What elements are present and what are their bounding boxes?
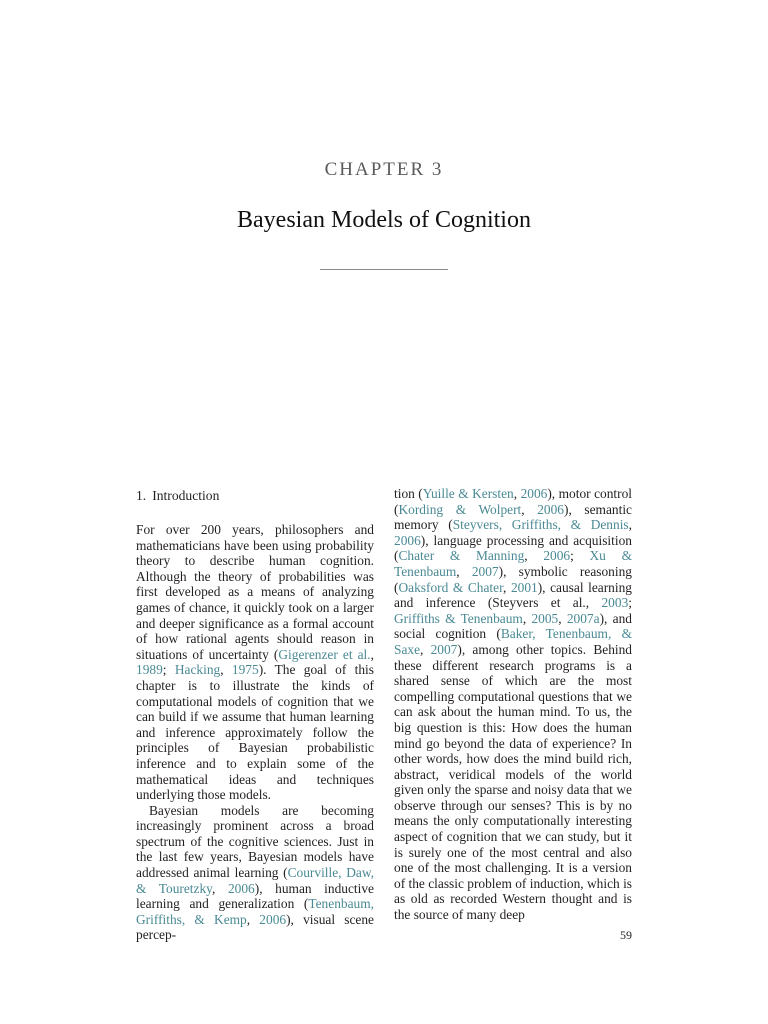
body-text: ), human inductive learning and generalization (	[136, 880, 375, 912]
citation-link[interactable]: 2007a	[566, 610, 600, 626]
citation-link[interactable]: Oaksford & Chater	[398, 579, 504, 595]
citation-link[interactable]: 2006	[520, 486, 548, 501]
body-paragraph	[136, 522, 374, 803]
body-text: ), causal learning and inference (Steyvers et al.,	[394, 579, 632, 611]
page-number: 59	[620, 928, 632, 942]
citation-link[interactable]: Xu & Tenenbaum	[394, 548, 632, 579]
citation-link[interactable]: 2006	[227, 880, 255, 896]
body-text: ,	[212, 880, 228, 896]
chapter-title: Bayesian Models of Cognition	[237, 207, 531, 233]
body-text: ,	[220, 662, 232, 678]
title-divider	[320, 269, 448, 270]
body-text: ,	[524, 548, 544, 564]
body-text: ), semantic memory (	[394, 501, 632, 533]
citation-link[interactable]: Hacking	[174, 662, 221, 678]
body-text: ;	[162, 662, 175, 678]
citation-link[interactable]: Courville, Daw, & Touretzky	[136, 865, 374, 896]
body-text: ,	[456, 563, 472, 579]
body-text: ), visual scene percep-	[136, 911, 374, 943]
citation-link[interactable]: Tenenbaum, Griffiths, & Kemp	[136, 896, 374, 927]
body-text: ,	[370, 646, 374, 662]
citation-link[interactable]: Kording & Wolpert	[398, 501, 522, 517]
right-column	[394, 486, 632, 923]
body-text: tion (	[394, 486, 423, 501]
citation-link[interactable]: 2006	[543, 548, 571, 564]
body-text: ,	[246, 911, 260, 927]
citation-link[interactable]: 2006	[394, 532, 421, 548]
citation-link[interactable]: Griffiths & Tenenbaum	[394, 610, 523, 626]
citation-link[interactable]: Yuille & Kersten	[422, 486, 514, 501]
citation-link[interactable]: 1989	[136, 662, 163, 678]
citation-link[interactable]: 2005	[531, 610, 559, 626]
citation-link[interactable]: Steyvers, Griffiths, & Dennis	[452, 517, 629, 533]
body-text: ,	[513, 486, 521, 501]
body-text: Bayesian models are becoming increasingly prominent across a broad spectrum of the cognitive sciences. Just in the last few years, Bayesian models have addressed animal learning (	[136, 802, 374, 881]
body-text: ,	[420, 641, 431, 657]
body-text: ;	[570, 548, 590, 564]
citation-link[interactable]: Gigerenzer et al.	[278, 646, 371, 662]
body-text: ,	[628, 517, 632, 533]
citation-link[interactable]: 2003	[601, 595, 629, 611]
citation-link[interactable]: 2007	[471, 563, 499, 579]
chapter-label: CHAPTER 3	[324, 159, 444, 180]
body-text: ,	[558, 610, 567, 626]
citation-link[interactable]: 1975	[231, 662, 259, 678]
citation-link[interactable]: 2006	[259, 911, 287, 927]
body-text: For over 200 years, philosophers and mathematicians have been using probability theory to describe human cognition. Although the theory of probabilities was first developed as a means of analyzing games of chance, it quickly took on a larger and deeper significance as a formal account of how rational agents should reason in situations of uncertainty (	[136, 522, 374, 662]
citation-link[interactable]: Baker, Tenenbaum, & Saxe	[394, 626, 632, 657]
body-text: ,	[522, 610, 532, 626]
body-text: ,	[503, 579, 511, 595]
body-paragraph	[394, 486, 632, 923]
body-text: ), symbolic reasoning (	[394, 563, 632, 595]
body-text: ), among other topics. Behind these different research programs is a shared sense of which are the most compelling computational questions that we can ask about the human mind. To us, the big question is this: How does the human mind go beyond the data of experience? In other words, how does the mind build rich, abstract, veridical models of the world given only the sparse and noisy data that we observe through our senses? This is by no means the only computationally interesting aspect of cognition that we can study, but it is surely one of the most central and also one of the most challenging. It is a version of the classic problem of induction, which is as old as recorded Western thought and is the source of many deep	[394, 641, 633, 923]
left-column-body	[136, 522, 374, 943]
section-title: Introduction	[152, 488, 220, 503]
body-text: ), language processing and acquisition (	[394, 532, 632, 564]
body-text: ;	[628, 595, 632, 611]
body-paragraph	[136, 803, 374, 943]
citation-link[interactable]: Chater & Manning	[398, 548, 525, 564]
citation-link[interactable]: 2007	[430, 641, 458, 657]
citation-link[interactable]: 2006	[537, 501, 564, 517]
citation-link[interactable]: 2001	[510, 579, 538, 595]
left-column	[136, 486, 374, 943]
body-text: ), and social cognition (	[394, 610, 632, 642]
right-column-body	[394, 486, 632, 923]
body-text: ), motor control (	[394, 486, 632, 517]
body-text: ,	[521, 501, 538, 517]
section-number: 1.	[136, 488, 147, 503]
body-text: ). The goal of this chapter is to illustrate the kinds of computational models of cognition that we can build if we assume that human learning and inference approximately follow the principles of Bayesian probabilistic inference and to explain some of the mathematical ideas and techniques underlying those models.	[136, 662, 374, 803]
section-heading	[136, 486, 374, 506]
